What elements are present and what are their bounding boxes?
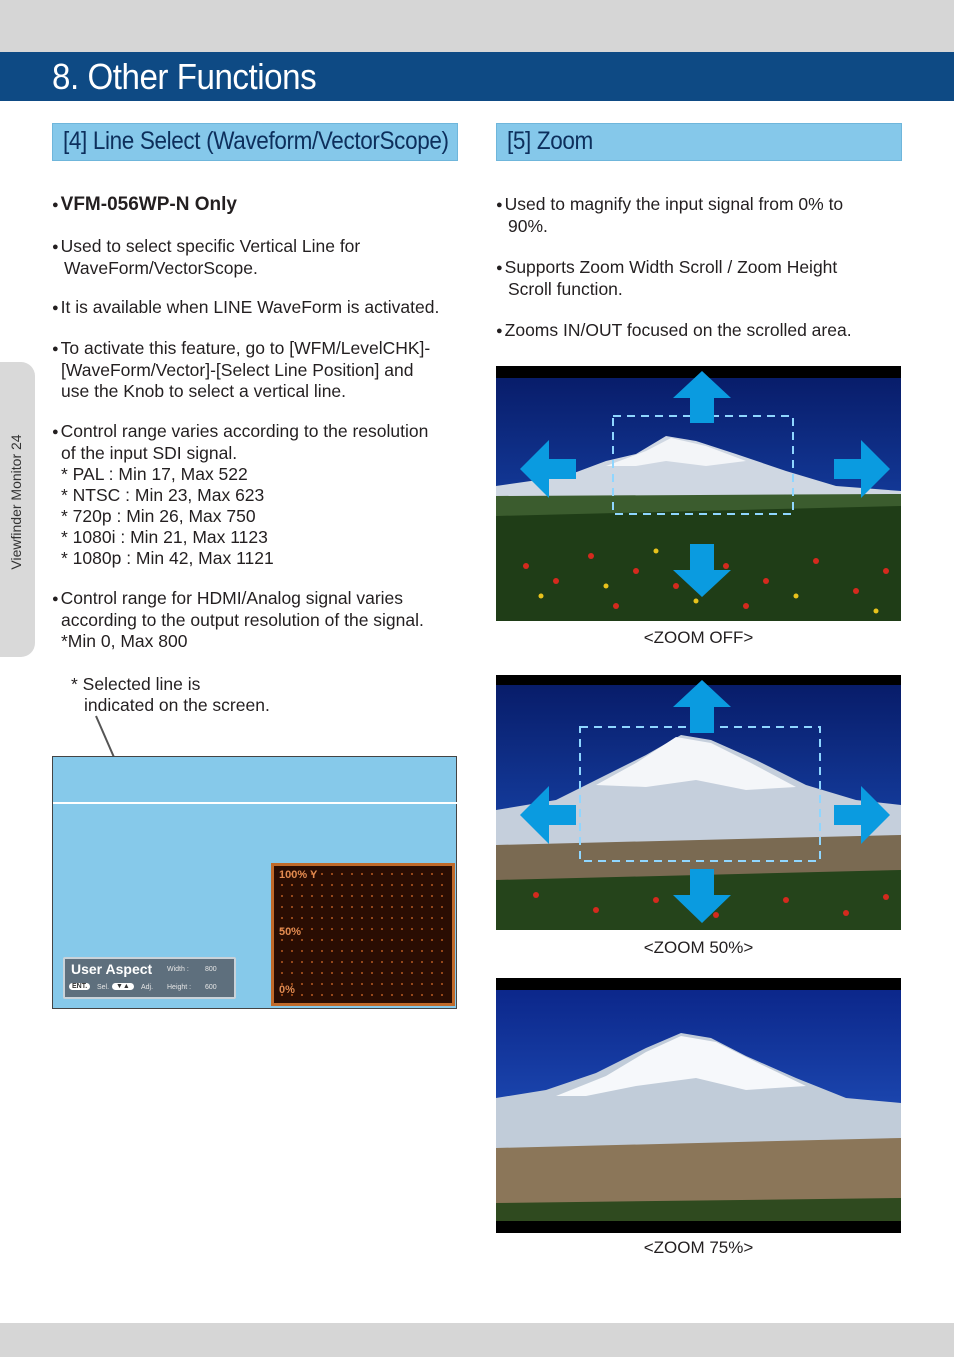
bullet-hdmi-range: ● Control range for HDMI/Analog signal varies according to the output resolution of the signal. *Min 0, Max 800 — [52, 588, 424, 651]
waveform-grid-dot — [311, 972, 313, 974]
waveform-grid-dot — [411, 928, 413, 930]
title-bar — [0, 52, 954, 101]
waveform-grid-dot — [411, 906, 413, 908]
waveform-grid-dot — [411, 895, 413, 897]
waveform-grid-dot — [351, 961, 353, 963]
waveform-grid-dot — [361, 983, 363, 985]
waveform-grid-dot — [391, 928, 393, 930]
waveform-grid-dot — [301, 950, 303, 952]
bullet-icon: ● — [52, 426, 59, 438]
waveform-grid-dot — [291, 950, 293, 952]
waveform-grid-dot — [411, 961, 413, 963]
waveform-grid-dot — [331, 972, 333, 974]
waveform-grid-dot — [311, 950, 313, 952]
waveform-grid-dot — [381, 895, 383, 897]
waveform-grid-dot — [411, 939, 413, 941]
waveform-grid-dot — [341, 917, 343, 919]
waveform-grid-dot — [361, 972, 363, 974]
ua-width-value: 800 — [205, 966, 217, 973]
waveform-grid-dot — [291, 972, 293, 974]
waveform-grid-dot — [431, 950, 433, 952]
waveform-grid-dot — [331, 950, 333, 952]
waveform-grid-dot — [351, 939, 353, 941]
ua-ent-badge: ENT. — [69, 983, 90, 990]
waveform-grid-dot — [411, 950, 413, 952]
ua-sel-label: Sel. — [97, 984, 110, 991]
caption-zoom-75: <ZOOM 75%> — [643, 1238, 754, 1257]
waveform-grid-dot — [371, 961, 373, 963]
waveform-grid-dot — [341, 950, 343, 952]
waveform-grid-dot — [401, 884, 403, 886]
waveform-grid-dot — [361, 873, 363, 875]
waveform-grid-dot — [281, 939, 283, 941]
waveform-grid-dot — [411, 884, 413, 886]
waveform-grid-dot — [441, 928, 443, 930]
waveform-grid-dot — [331, 939, 333, 941]
waveform-grid-dot — [301, 983, 303, 985]
screen-illustration — [52, 756, 457, 1009]
waveform-grid-dot — [311, 895, 313, 897]
waveform-grid-dot — [321, 950, 323, 952]
waveform-grid-dot — [361, 961, 363, 963]
waveform-grid-dot — [381, 994, 383, 996]
waveform-grid-dot — [411, 983, 413, 985]
waveform-grid-dot — [311, 939, 313, 941]
bottom-band — [0, 1323, 954, 1357]
waveform-grid-dot — [361, 884, 363, 886]
waveform-grid-dot — [371, 873, 373, 875]
waveform-grid-dot — [291, 961, 293, 963]
zoom-heading: [5] Zoom — [507, 127, 593, 155]
waveform-grid-dot — [361, 917, 363, 919]
waveform-grid-dot — [431, 994, 433, 996]
waveform-grid-dot — [321, 884, 323, 886]
caption-zoom-off: <ZOOM OFF> — [643, 628, 754, 647]
waveform-grid-dot — [301, 972, 303, 974]
side-tab — [0, 362, 35, 657]
waveform-grid-dot — [321, 994, 323, 996]
waveform-grid-dot — [441, 917, 443, 919]
waveform-grid-dot — [411, 972, 413, 974]
waveform-grid-dot — [431, 928, 433, 930]
waveform-grid-dot — [391, 884, 393, 886]
bullet-sdi-range: ● Control range varies according to the resolution of the input SDI signal. * PAL : Min 17, Max 522 * NTSC : Min 23, Max 623 * 720p : Min 26, Max 750 * 1080i : Min 21, Max 1123 * 1080p : Min 42, Max 1121 — [52, 421, 429, 568]
waveform-grid-dot — [401, 994, 403, 996]
waveform-panel — [271, 863, 455, 1006]
waveform-grid-dot — [301, 917, 303, 919]
waveform-grid-dot — [311, 994, 313, 996]
waveform-grid-dot — [421, 928, 423, 930]
waveform-grid-dot — [421, 961, 423, 963]
waveform-grid-dot — [321, 917, 323, 919]
waveform-grid-dot — [311, 906, 313, 908]
waveform-grid-dot — [361, 939, 363, 941]
waveform-grid-dot — [371, 994, 373, 996]
waveform-grid-dot — [401, 906, 403, 908]
waveform-grid-dot — [431, 983, 433, 985]
waveform-grid-dot — [391, 983, 393, 985]
bullet-icon: ● — [496, 262, 503, 274]
waveform-grid-dot — [331, 917, 333, 919]
wf-level-50: 50% — [279, 926, 302, 938]
waveform-grid-dot — [421, 873, 423, 875]
waveform-grid-dot — [351, 994, 353, 996]
waveform-grid-dot — [341, 983, 343, 985]
waveform-grid-dot — [321, 873, 323, 875]
waveform-grid-dot — [351, 895, 353, 897]
waveform-grid-dot — [361, 994, 363, 996]
waveform-grid-dot — [391, 873, 393, 875]
waveform-grid-dot — [351, 950, 353, 952]
waveform-grid-dot — [401, 895, 403, 897]
waveform-grid-dot — [421, 906, 423, 908]
waveform-grid-dot — [331, 928, 333, 930]
waveform-grid-dot — [421, 983, 423, 985]
waveform-grid-dot — [411, 873, 413, 875]
waveform-grid-dot — [401, 928, 403, 930]
waveform-grid-dot — [371, 939, 373, 941]
waveform-grid-dot — [401, 961, 403, 963]
waveform-grid-dot — [301, 884, 303, 886]
waveform-grid-dot — [311, 961, 313, 963]
waveform-grid-dot — [321, 972, 323, 974]
waveform-grid-dot — [441, 939, 443, 941]
waveform-grid-dot — [391, 972, 393, 974]
waveform-grid-dot — [321, 961, 323, 963]
waveform-grid-dot — [401, 917, 403, 919]
ua-height-value: 600 — [205, 984, 217, 991]
model-note: ● VFM-056WP-N Only — [52, 194, 237, 215]
waveform-grid-dot — [341, 873, 343, 875]
waveform-grid-dot — [281, 950, 283, 952]
bullet-used-to-select: ● Used to select specific Vertical Line for WaveForm/VectorScope. — [52, 236, 361, 278]
page-title: 8. Other Functions — [52, 56, 317, 97]
mountain-landscape-image — [496, 675, 901, 930]
waveform-grid-dot — [401, 873, 403, 875]
waveform-grid-dot — [431, 939, 433, 941]
waveform-grid-dot — [291, 906, 293, 908]
waveform-grid-dot — [281, 906, 283, 908]
waveform-grid-dot — [421, 917, 423, 919]
waveform-grid-dot — [371, 972, 373, 974]
waveform-grid-dot — [391, 950, 393, 952]
waveform-grid-dot — [341, 928, 343, 930]
bullet-icon: ● — [52, 241, 59, 253]
waveform-grid-dot — [341, 961, 343, 963]
waveform-grid-dot — [291, 884, 293, 886]
ua-adj-label: Adj. — [141, 984, 154, 991]
waveform-grid-dot — [291, 939, 293, 941]
line-select-heading-box — [52, 123, 458, 161]
waveform-grid-dot — [351, 873, 353, 875]
bullet-zooms: ● Zooms IN/OUT focused on the scrolled area. — [496, 320, 852, 340]
selected-line — [53, 802, 458, 804]
waveform-grid-dot — [331, 873, 333, 875]
waveform-grid-dot — [441, 972, 443, 974]
waveform-grid-dot — [381, 950, 383, 952]
zoom-50-photo — [496, 675, 901, 930]
waveform-grid-dot — [301, 895, 303, 897]
waveform-grid-dot — [391, 917, 393, 919]
waveform-grid-dot — [301, 928, 303, 930]
zoom-heading-box — [496, 123, 902, 161]
ua-width-label: Width : — [167, 966, 189, 973]
waveform-grid-dot — [381, 983, 383, 985]
waveform-grid-dot — [401, 983, 403, 985]
bullet-icon: ● — [496, 325, 503, 337]
waveform-grid-dot — [371, 950, 373, 952]
waveform-grid-dot — [391, 895, 393, 897]
waveform-grid-dot — [311, 928, 313, 930]
bullet-icon: ● — [496, 199, 503, 211]
waveform-grid-dot — [331, 994, 333, 996]
waveform-grid-dot — [381, 928, 383, 930]
waveform-grid-dot — [331, 983, 333, 985]
waveform-grid-dot — [391, 961, 393, 963]
waveform-grid-dot — [311, 983, 313, 985]
waveform-grid-dot — [331, 961, 333, 963]
waveform-grid-dot — [391, 994, 393, 996]
waveform-grid-dot — [441, 994, 443, 996]
waveform-grid-dot — [281, 961, 283, 963]
waveform-grid-dot — [331, 906, 333, 908]
bullet-activate: ● To activate this feature, go to [WFM/LevelCHK]- [WaveForm/Vector]-[Select Line Position] and use the Knob to select a vertical line. — [52, 338, 431, 401]
waveform-grid-dot — [431, 895, 433, 897]
waveform-grid-dot — [351, 917, 353, 919]
waveform-grid-dot — [301, 939, 303, 941]
waveform-grid-dot — [341, 939, 343, 941]
user-aspect-panel — [63, 957, 236, 999]
waveform-grid-dot — [281, 895, 283, 897]
waveform-grid-dot — [441, 950, 443, 952]
wf-level-0: 0% — [279, 984, 295, 996]
waveform-grid-dot — [431, 906, 433, 908]
waveform-grid-dot — [431, 972, 433, 974]
waveform-grid-dot — [291, 917, 293, 919]
waveform-grid-dot — [371, 895, 373, 897]
waveform-grid-dot — [331, 895, 333, 897]
waveform-grid-dot — [301, 961, 303, 963]
user-aspect-title: User Aspect — [71, 961, 153, 977]
waveform-grid-dot — [321, 928, 323, 930]
waveform-grid-dot — [351, 906, 353, 908]
waveform-grid-dot — [281, 972, 283, 974]
waveform-grid-dot — [301, 906, 303, 908]
waveform-grid-dot — [421, 884, 423, 886]
waveform-grid-dot — [401, 972, 403, 974]
waveform-grid-dot — [381, 873, 383, 875]
waveform-grid-dot — [391, 939, 393, 941]
waveform-grid-dot — [341, 906, 343, 908]
zoom-75-photo — [496, 978, 901, 1233]
waveform-grid-dot — [401, 950, 403, 952]
waveform-grid-dot — [371, 917, 373, 919]
waveform-grid-dot — [421, 950, 423, 952]
waveform-grid-dot — [351, 983, 353, 985]
waveform-grid-dot — [371, 906, 373, 908]
zoom-off-photo — [496, 366, 901, 621]
waveform-grid-dot — [401, 939, 403, 941]
waveform-grid-dot — [281, 917, 283, 919]
waveform-grid-dot — [381, 972, 383, 974]
waveform-grid-dot — [321, 983, 323, 985]
waveform-grid-dot — [341, 972, 343, 974]
waveform-grid-dot — [361, 928, 363, 930]
waveform-grid-dot — [311, 884, 313, 886]
waveform-grid-dot — [321, 906, 323, 908]
waveform-grid-dot — [431, 961, 433, 963]
waveform-grid-dot — [431, 917, 433, 919]
waveform-grid-dot — [311, 917, 313, 919]
bullet-icon: ● — [52, 343, 59, 355]
waveform-grid-dot — [291, 895, 293, 897]
side-tab-label: Viewfinder Monitor 24 — [8, 434, 24, 570]
ua-updown-icon: ▼▲ — [112, 983, 134, 990]
callout-text: * Selected line is indicated on the screen. — [71, 674, 270, 715]
waveform-grid-dot — [421, 972, 423, 974]
waveform-grid-dot — [391, 906, 393, 908]
bullet-available: ● It is available when LINE WaveForm is activated. — [52, 297, 440, 317]
mountain-landscape-image — [496, 366, 901, 621]
waveform-grid-dot — [361, 906, 363, 908]
waveform-grid-dot — [371, 983, 373, 985]
waveform-grid-dot — [371, 928, 373, 930]
waveform-grid-dot — [441, 873, 443, 875]
waveform-grid-dot — [431, 873, 433, 875]
waveform-grid-dot — [351, 884, 353, 886]
ua-height-label: Height : — [167, 984, 192, 991]
waveform-grid-dot — [361, 895, 363, 897]
bullet-magnify: ● Used to magnify the input signal from 0% to 90%. — [496, 194, 844, 236]
waveform-grid-dot — [281, 884, 283, 886]
top-band — [0, 0, 954, 52]
wf-level-100: 100% Y — [279, 869, 318, 881]
waveform-grid-dot — [381, 906, 383, 908]
waveform-grid-dot — [441, 906, 443, 908]
waveform-grid-dot — [301, 994, 303, 996]
waveform-grid-dot — [441, 895, 443, 897]
waveform-grid-dot — [341, 895, 343, 897]
waveform-grid-dot — [441, 961, 443, 963]
waveform-grid-dot — [381, 939, 383, 941]
waveform-grid-dot — [371, 884, 373, 886]
waveform-grid-dot — [431, 884, 433, 886]
waveform-grid-dot — [321, 939, 323, 941]
waveform-grid-dot — [411, 994, 413, 996]
waveform-grid-dot — [381, 884, 383, 886]
waveform-grid-dot — [421, 939, 423, 941]
bullet-icon: ● — [52, 199, 59, 211]
waveform-grid-dot — [351, 972, 353, 974]
bullet-icon: ● — [52, 302, 59, 314]
bullet-scroll: ● Supports Zoom Width Scroll / Zoom Height Scroll function. — [496, 257, 838, 299]
mountain-landscape-image — [496, 978, 901, 1233]
waveform-grid-dot — [361, 950, 363, 952]
line-select-heading: [4] Line Select (Waveform/VectorScope) — [63, 127, 449, 155]
waveform-grid-dot — [341, 994, 343, 996]
waveform-grid-dot — [381, 917, 383, 919]
waveform-grid-dot — [321, 895, 323, 897]
bullet-icon: ● — [52, 593, 59, 605]
waveform-grid-dot — [421, 895, 423, 897]
waveform-grid-dot — [381, 961, 383, 963]
caption-zoom-50: <ZOOM 50%> — [643, 938, 754, 957]
waveform-grid-dot — [351, 928, 353, 930]
waveform-grid-dot — [441, 983, 443, 985]
waveform-grid-dot — [331, 884, 333, 886]
waveform-grid-dot — [341, 884, 343, 886]
waveform-grid-dot — [421, 994, 423, 996]
waveform-grid-dot — [441, 884, 443, 886]
waveform-grid-dot — [411, 917, 413, 919]
